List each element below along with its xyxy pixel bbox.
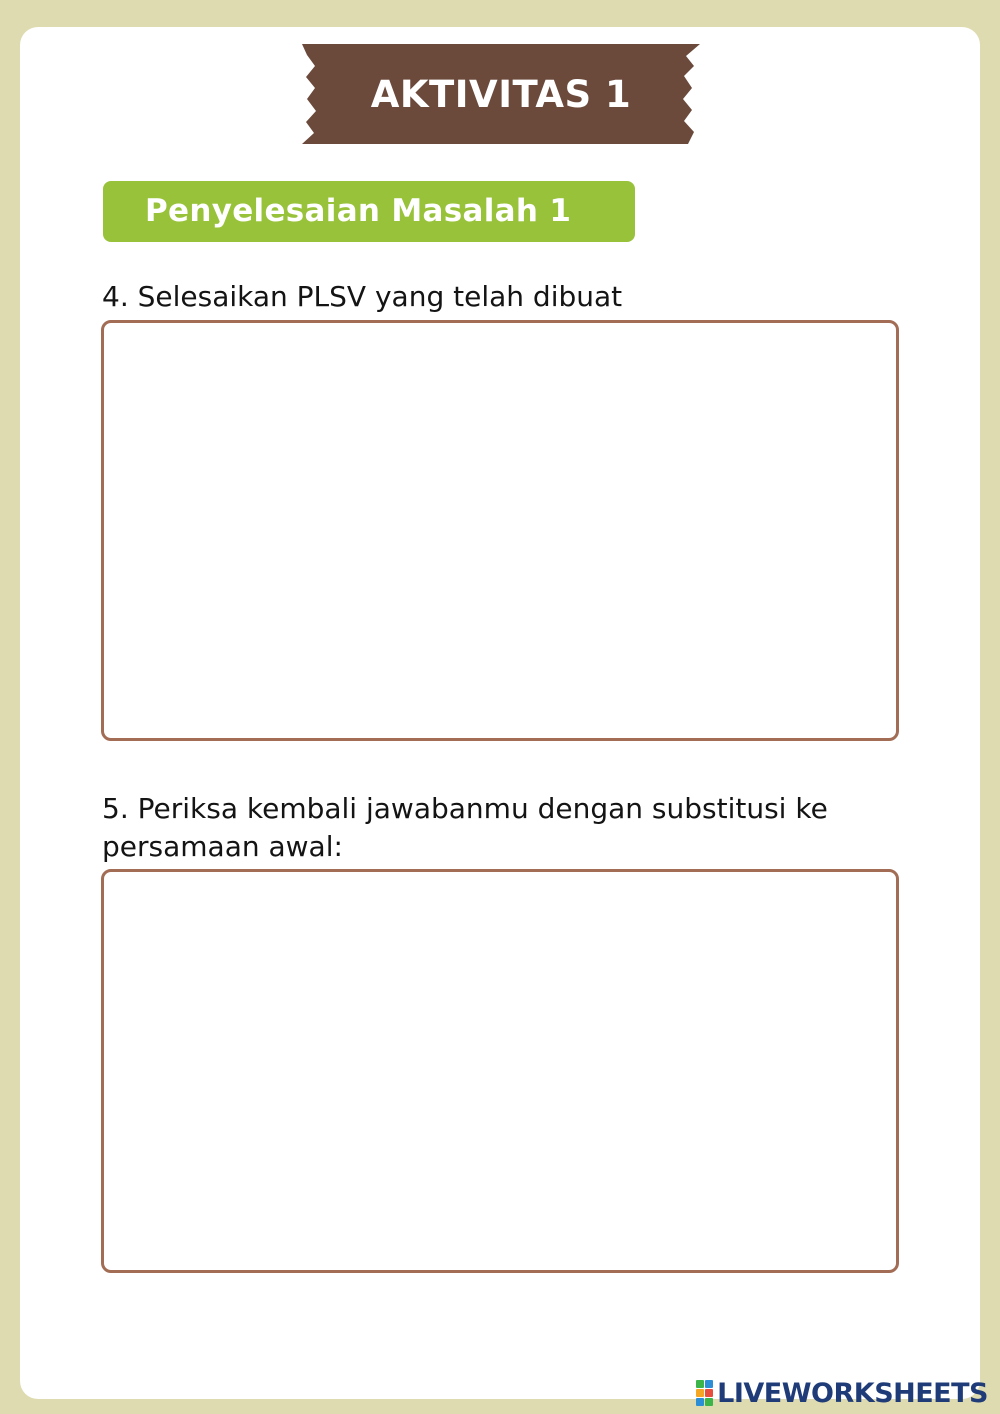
question-5-prompt: 5. Periksa kembali jawabanmu dengan substitusi ke persamaan awal: [102,792,828,863]
activity-banner [302,44,700,144]
logo-square-5 [696,1398,704,1406]
liveworksheets-logo-icon [696,1380,713,1406]
answer-box-question-4[interactable] [101,320,899,741]
logo-square-1 [696,1380,704,1388]
answer-box-question-5[interactable] [101,869,899,1273]
activity-title: AKTIVITAS 1 [370,72,632,116]
section-heading: Penyelesaian Masalah 1 [103,181,635,242]
logo-square-6 [705,1398,713,1406]
liveworksheets-logo [696,1378,988,1408]
liveworksheets-brand-text: LIVEWORKSHEETS [717,1377,988,1409]
logo-square-4 [705,1389,713,1397]
logo-square-3 [696,1389,704,1397]
logo-square-2 [705,1380,713,1388]
question-4-prompt: 4. Selesaikan PLSV yang telah dibuat [102,280,623,313]
